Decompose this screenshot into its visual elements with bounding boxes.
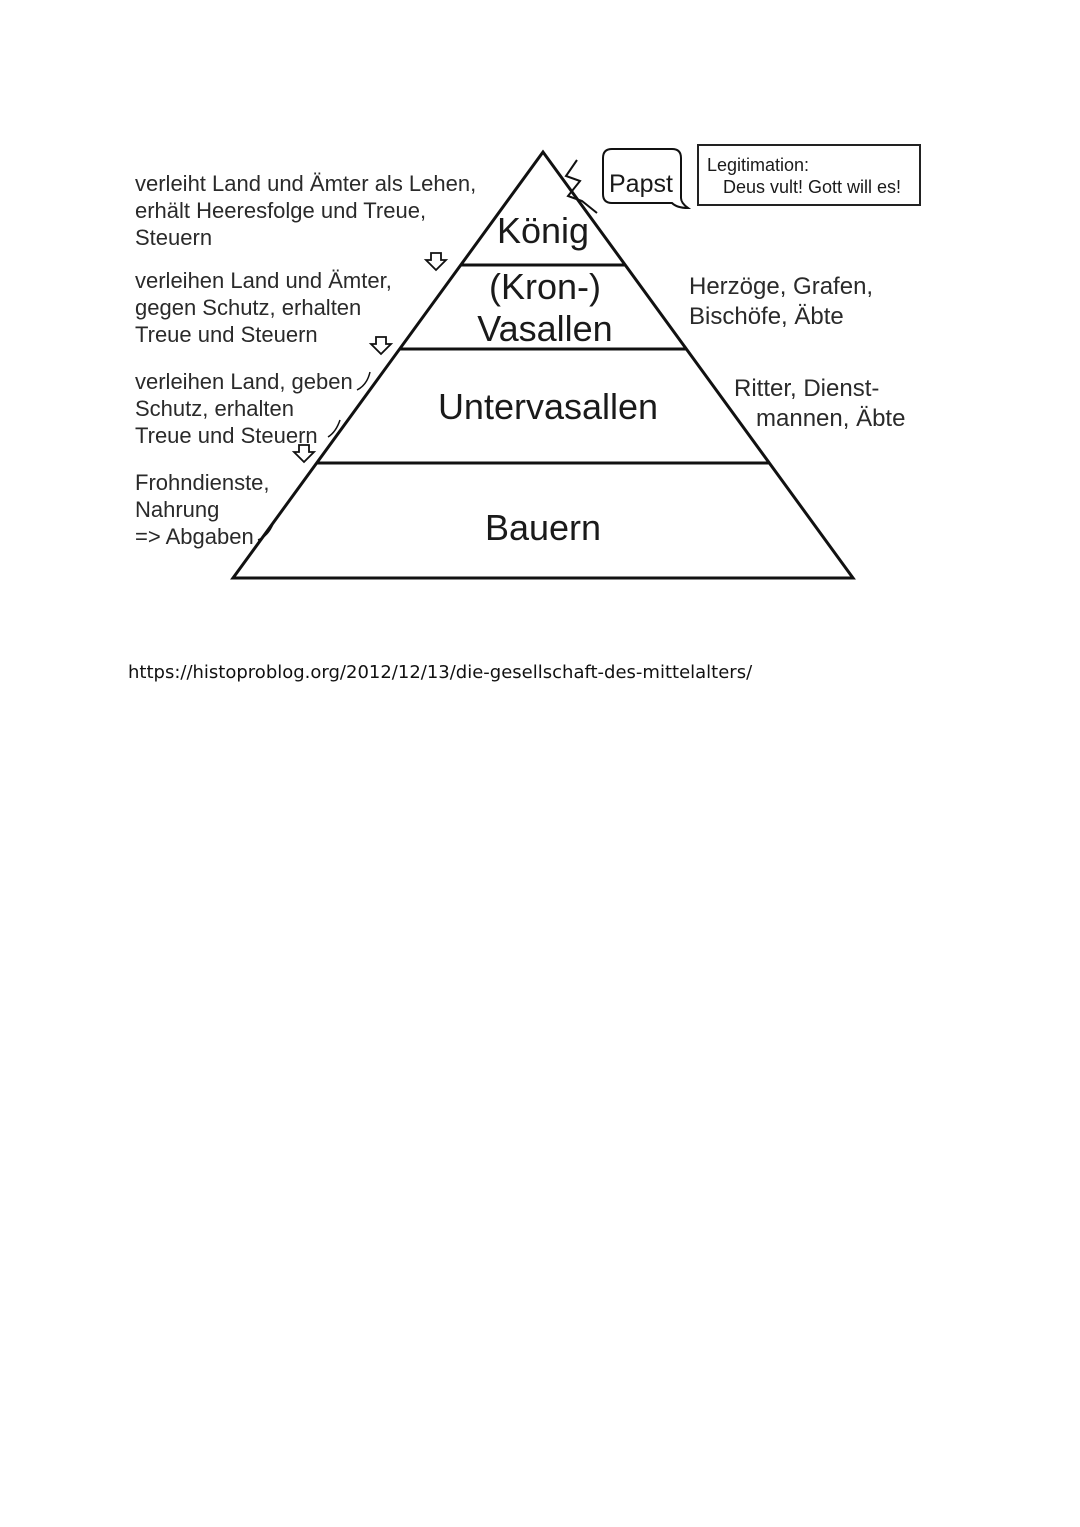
note-line: verleiht Land und Ämter als Lehen, (135, 171, 477, 196)
right-note-kronvasallen (689, 272, 873, 332)
note-line: Steuern (135, 225, 213, 250)
left-note-untervasallen (135, 368, 353, 449)
level-label-bauern (443, 507, 643, 549)
note-line: verleihen Land, geben (135, 369, 353, 394)
source-url: https://histoproblog.org/2012/12/13/die-gesellschaft-des-mittelalters/ (128, 662, 753, 683)
level-label-line: Bauern (484, 507, 602, 548)
level-label-line: Vasallen (477, 308, 613, 349)
level-label-line: König (496, 210, 590, 251)
level-label-kronvasallen (455, 266, 635, 350)
note-line: verleihen Land und Ämter, (135, 268, 392, 293)
note-line: Schutz, erhalten (135, 396, 294, 421)
level-label-line: Untervasallen (437, 386, 659, 427)
left-note-koenig (135, 170, 476, 251)
right-note-untervasallen (734, 374, 905, 434)
note-line: Bischöfe, Äbte (689, 303, 844, 330)
level-label-untervasallen (408, 386, 688, 428)
level-label-line: (Kron-) (488, 266, 601, 307)
papst-label: Papst (609, 170, 673, 198)
note-line: mannen, Äbte (756, 405, 906, 432)
note-line: erhält Heeresfolge und Treue, (135, 198, 427, 223)
left-note-kronvasallen (135, 267, 392, 348)
note-line: => Abgaben (135, 524, 254, 549)
note-line: Treue und Steuern (135, 423, 318, 448)
pyramid-diagram (0, 0, 1080, 700)
note-line: Herzöge, Grafen, (689, 273, 874, 300)
down-arrow-icon (426, 253, 446, 270)
note-line: Ritter, Dienst- (734, 375, 880, 402)
note-line: Frohndienste, (135, 470, 270, 495)
note-line: gegen Schutz, erhalten (135, 295, 362, 320)
left-note-bauern (135, 469, 270, 550)
note-line: Nahrung (135, 497, 220, 522)
connector-line (357, 372, 370, 390)
note-line: Treue und Steuern (135, 322, 318, 347)
legitimation-box (697, 144, 921, 206)
legitimation-title: Legitimation: (707, 155, 810, 175)
level-label-koenig (493, 210, 593, 252)
legitimation-text: Deus vult! Gott will es! (723, 177, 902, 197)
